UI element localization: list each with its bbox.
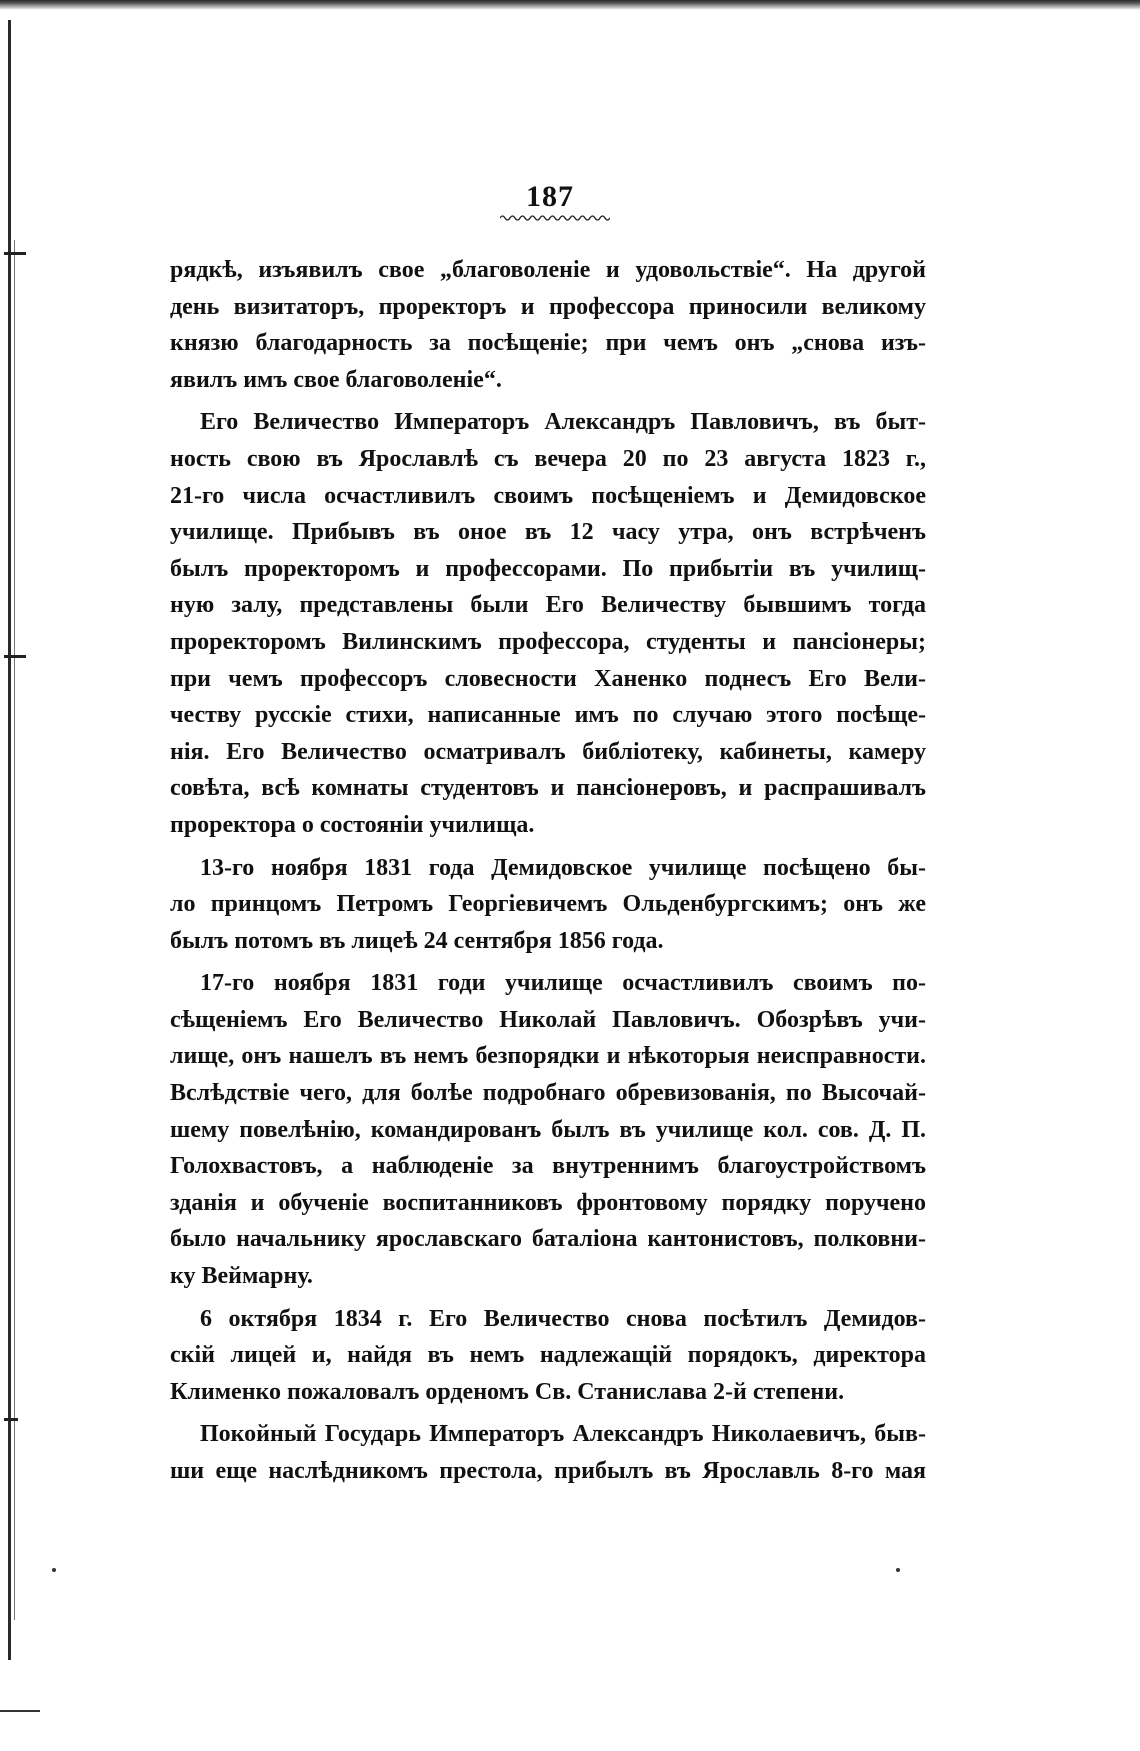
- text-line: при чемъ профессоръ словесности Ханенко поднесъ Его Вели-: [170, 665, 926, 692]
- text-line: было начальнику ярославскаго баталіона кантонистовъ, полковни-: [170, 1226, 926, 1253]
- paragraph: [170, 252, 926, 398]
- text-line: нія. Его Величество осматривалъ библіотеку, кабинеты, камеру: [170, 738, 926, 765]
- text-line: Голохвастовъ, а наблюденіе за внутреннимъ благоустройствомъ: [170, 1153, 926, 1180]
- text-line: день визитаторъ, проректоръ и профессора приносили великому: [170, 293, 926, 320]
- scan-margin-tick: [4, 252, 26, 255]
- scan-margin-tick: [4, 1418, 18, 1421]
- text-line: совѣта, всѣ комнаты студентовъ и пансіонеровъ, и распрашивалъ: [170, 775, 926, 802]
- text-line: шему повелѣнію, командированъ былъ въ училище кол. сов. Д. П.: [170, 1116, 926, 1143]
- paragraph: [170, 965, 926, 1294]
- text-line: ность свою въ Ярославлѣ съ вечера 20 по 23 августа 1823 г.,: [170, 445, 926, 472]
- paragraph: [170, 1416, 926, 1489]
- body-text: [170, 252, 926, 1490]
- scan-dot: [52, 1568, 56, 1572]
- text-line: 6 октября 1834 г. Его Величество снова посѣтилъ Демидов-: [200, 1305, 926, 1332]
- scan-margin-tick: [4, 655, 26, 658]
- scan-left-margin-line: [8, 20, 11, 1660]
- scan-left-faint-line: [14, 240, 15, 1620]
- text-line: ку Веймарну.: [170, 1263, 313, 1290]
- page-number: 187: [526, 180, 574, 213]
- text-line: 13-го ноября 1831 года Демидовское училище посѣщено бы-: [200, 854, 926, 881]
- text-line: честву русскіе стихи, написанные имъ по случаю этого посѣще-: [170, 702, 926, 729]
- text-line: ную залу, представлены были Его Величеству бывшимъ тогда: [170, 592, 926, 619]
- scan-dot: [896, 1568, 900, 1572]
- scan-bottom-rule: [0, 1710, 40, 1712]
- text-line: зданія и обученіе воспитанниковъ фронтовому порядку поручено: [170, 1189, 926, 1216]
- text-line: училище. Прибывъ въ оное въ 12 часу утра, онъ встрѣченъ: [170, 519, 926, 546]
- text-line: 21-го числа осчастливилъ своимъ посѣщеніемъ и Демидовское: [170, 482, 926, 509]
- text-line: Покойный Государь Императоръ Александръ Николаевичъ, быв-: [200, 1421, 926, 1448]
- paragraph: [170, 404, 926, 843]
- text-line: рядкѣ, изъявилъ свое „благоволеніе и удовольствіе“. На другой: [170, 257, 926, 283]
- scan-top-edge: [0, 0, 1140, 10]
- text-line: проректоромъ Вилинскимъ профессора, студенты и пансіонеры;: [170, 628, 926, 655]
- text-line: явилъ имъ свое благоволеніе“.: [170, 366, 502, 393]
- paragraph: [170, 850, 926, 960]
- text-line: проректора о состояніи училища.: [170, 811, 535, 838]
- text-line: лище, онъ нашелъ въ немъ безпорядки и нѣкоторыя неисправности.: [170, 1043, 926, 1070]
- text-line: ло принцомъ Петромъ Георгіевичемъ Ольденбургскимъ; онъ же: [170, 891, 926, 918]
- text-line: князю благодарность за посѣщеніе; при чемъ онъ „снова изъ-: [170, 330, 926, 357]
- text-line: скій лицей и, найдя въ немъ надлежащій порядокъ, директора: [170, 1342, 926, 1369]
- page-number-ornament: [500, 214, 610, 222]
- text-line: былъ проректоромъ и профессорами. По прибытіи въ училищ-: [170, 555, 926, 582]
- text-line: Его Величество Императоръ Александръ Павловичъ, въ быт-: [200, 409, 926, 436]
- text-line: ши еще наслѣдникомъ престола, прибылъ въ Ярославль 8-го мая: [170, 1458, 926, 1484]
- text-line: Вслѣдствіе чего, для болѣе подробнаго обревизованія, по Высочай-: [170, 1080, 926, 1107]
- text-line: былъ потомъ въ лицеѣ 24 сентября 1856 года.: [170, 927, 664, 954]
- text-line: Клименко пожаловалъ орденомъ Св. Станислава 2-й степени.: [170, 1378, 845, 1405]
- text-line: 17-го ноября 1831 годи училище осчастливилъ своимъ по-: [200, 970, 926, 997]
- paragraph: [170, 1301, 926, 1411]
- text-line: сѣщеніемъ Его Величество Николай Павловичъ. Обозрѣвъ учи-: [170, 1006, 926, 1033]
